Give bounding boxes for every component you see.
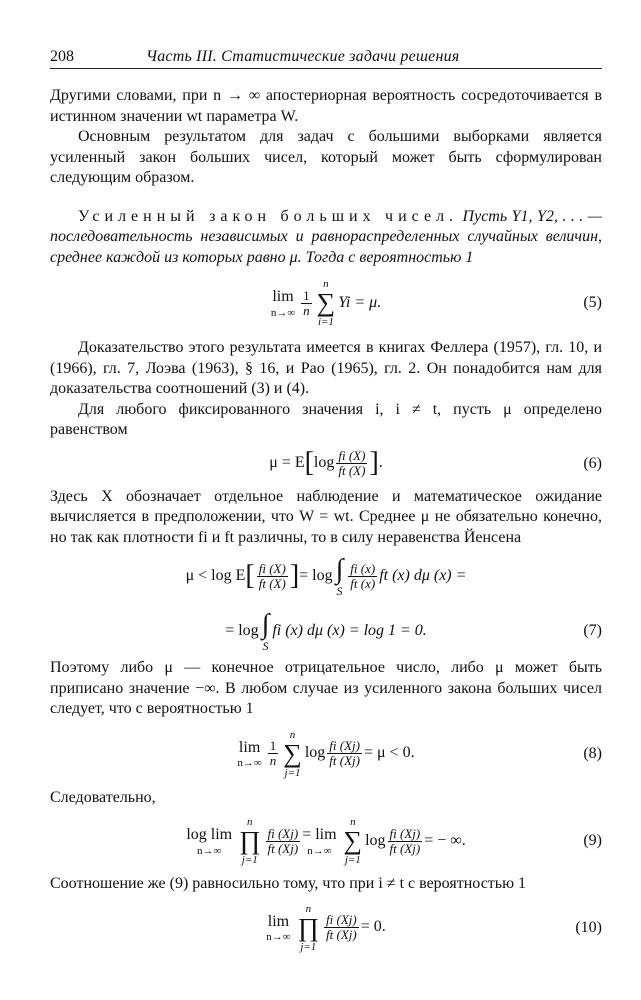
eq10-number: (10) xyxy=(575,918,602,936)
eq5-limit: lim n→∞ xyxy=(270,288,296,319)
eq7a-integral: ∫ S xyxy=(335,554,344,598)
paragraph-8: Следовательно, xyxy=(50,788,156,806)
paragraph-6: Здесь X обозначает отдельное наблюдение и математическое ожидание вычисляется в предположении, что W = wt. Среднее μ не обязательно конечно, но так как плотности fi и ft различны, то в силу неравенства Йенсена xyxy=(50,487,602,546)
equation-10: lim n→∞ n ∏ j=1 $\frac{fi (Xj)}{ft (Xj)}$ = 0. (10) xyxy=(266,902,602,953)
eq6-number: (6) xyxy=(583,454,602,472)
eq5-fraction: $\frac{1}{n}$ xyxy=(303,287,310,318)
page-body xyxy=(50,86,602,961)
equation-8: lim n→∞ $\frac{1}{n}$ n ∑ j=1 log $\frac{fi (Xj)}{ft (Xj)}$ = μ < 0. (8) xyxy=(237,728,602,779)
paragraph-5: Для любого фиксированного значения i, i ≠ t, пусть μ определено равенством xyxy=(50,400,602,438)
equation-6: μ = E [ log $\frac{fi (X)}{ft (X)}$ ] . (6) xyxy=(269,447,602,479)
paragraph-2: Основным результатом для задач с большими выборками является усиленный закон больших чисел, который может быть сформулирован следующим образом. xyxy=(50,128,602,186)
paragraph-1: Другими словами, при n → ∞ апостериорная вероятность сосредоточивается в истинном значении wt параметра W. xyxy=(50,87,602,125)
equation-5 xyxy=(50,268,602,338)
eq5-sum: n ∑ i=1 xyxy=(316,278,336,328)
theorem-title: Усиленный закон больших чисел. xyxy=(78,207,459,225)
page-header xyxy=(50,46,602,69)
eq5-body: Yi = μ. xyxy=(338,293,382,311)
equation-7b: = log ∫ S fi (x) dμ (x) = log 1 = 0. (7) xyxy=(225,609,602,653)
eq5-number: (5) xyxy=(583,293,602,311)
theorem-statement: Пусть Y1, Y2, . . . — последовательность независимых и равнораспределенных случайных величин, среднее каждой из которых равно μ. Тогда с вероятностью 1 xyxy=(50,207,603,266)
eq7b-integral: ∫ S xyxy=(261,609,270,653)
eq8-number: (8) xyxy=(583,744,602,762)
eq9-number: (9) xyxy=(583,831,602,849)
equation-7a: μ < log E [ $\frac{fi (X)}{ft (X)}$ ] = log ∫ S $\frac{fi (x)}{ft (x)}$ ft (x) dμ (x) = xyxy=(185,554,467,598)
running-title: Часть III. Статистические задачи решения xyxy=(146,48,460,65)
paragraph-7: Поэтому либо μ — конечное отрицательное число, либо μ может быть приписано значение −∞. В любом случае из усиленного закона больших чисел следует, что с вероятностью 1 xyxy=(50,659,602,717)
theorem-paragraph xyxy=(50,207,602,269)
paragraph-4: Доказательство этого результата имеется в книгах Феллера (1957), гл. 10, и (1966), гл. 7, Лоэва (1963), § 16, и Рао (1965), гл. 2. Он понадобится нам для доказательства соотношений (3) и (4). xyxy=(50,339,602,397)
paragraph-9: Соотношение же (9) равносильно тому, что при i ≠ t с вероятностью 1 xyxy=(50,875,527,892)
eq6-fraction: $\frac{fi (X)}{ft (X)}$ xyxy=(338,448,366,478)
eq7-number: (7) xyxy=(583,621,602,639)
page-number: 208 xyxy=(50,48,74,65)
equation-9: log lim n→∞ n ∏ j=1 $\frac{fi (Xj)}{ft (Xj)}$ = lim n→∞ n ∑ j=1 log $\frac{fi (Xj)}{ft (Xj)}$ = − ∞. (9) xyxy=(186,816,602,866)
eq6-left: μ = E xyxy=(269,454,305,472)
